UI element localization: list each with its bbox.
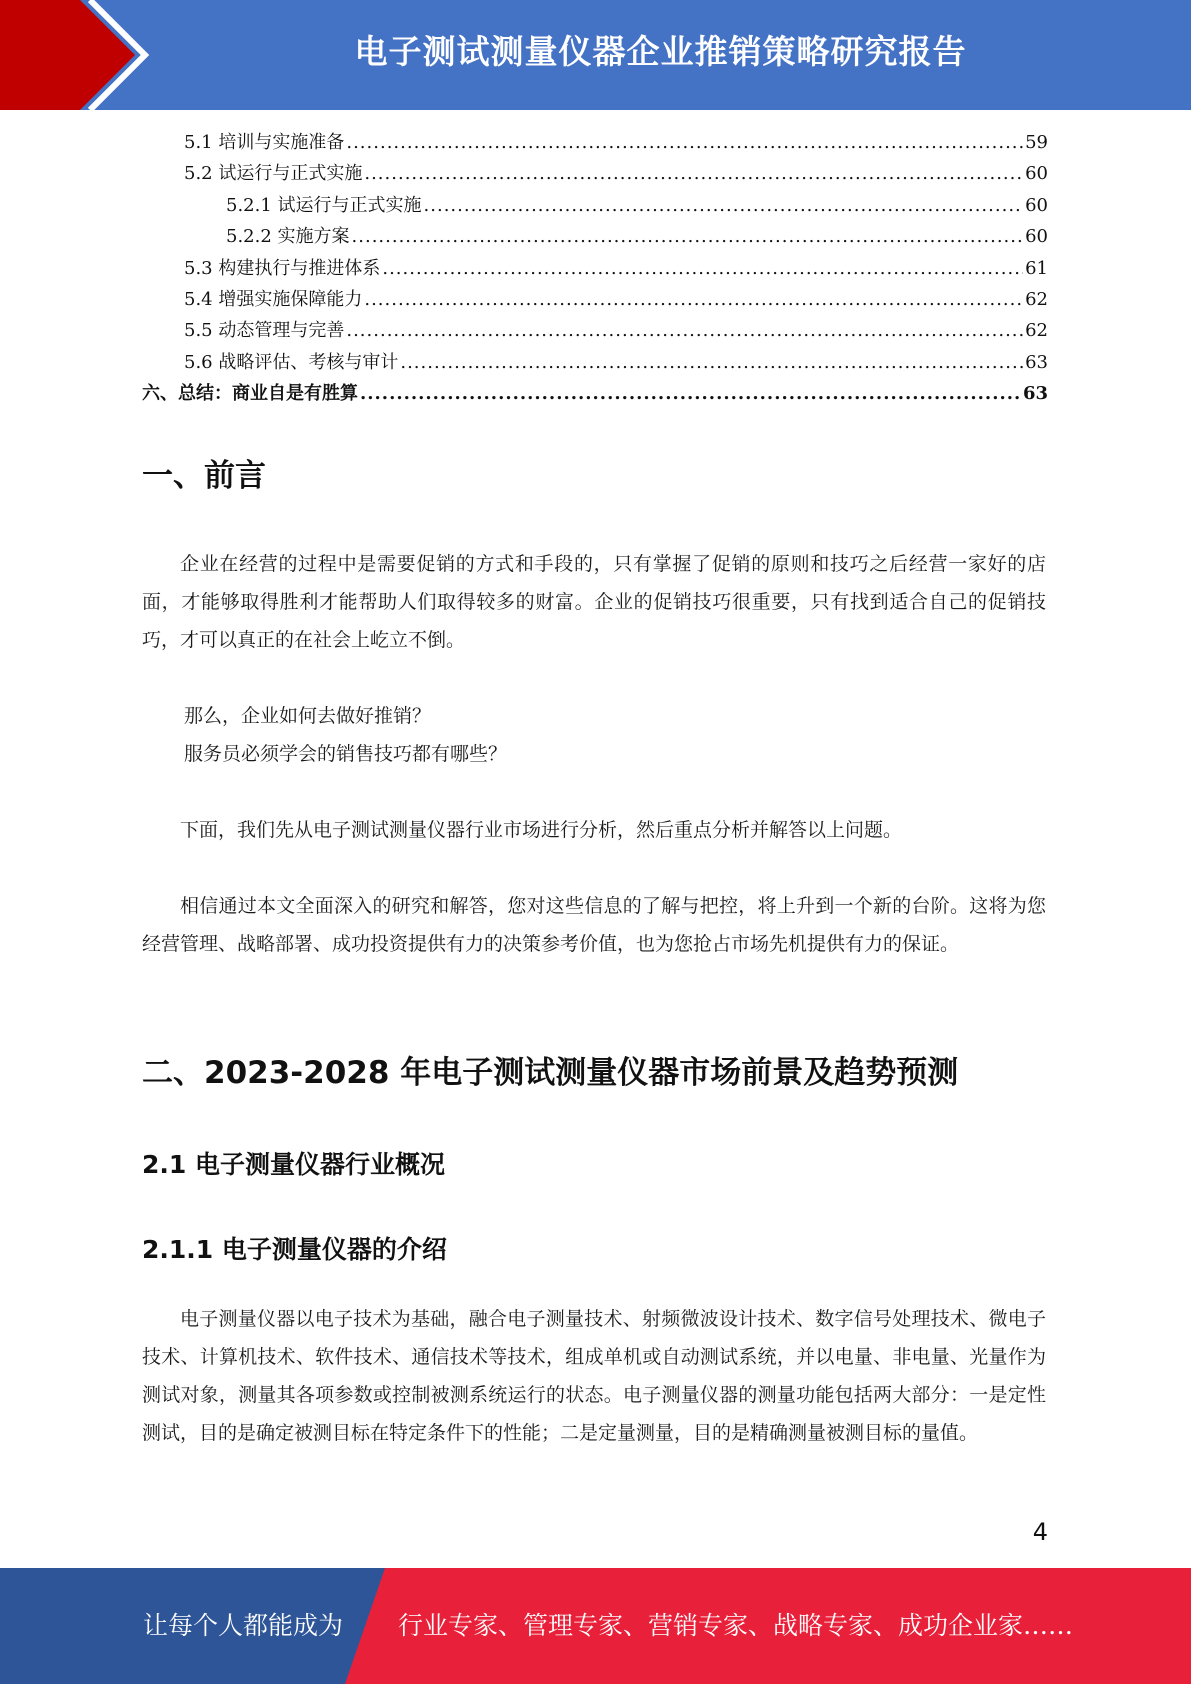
- heading-chapter-2: 二、2023-2028 年电子测试测量仪器市场前景及趋势预测: [142, 1055, 959, 1091]
- toc-entry-label: 六、总结：商业自是有胜算: [142, 383, 358, 405]
- toc-entry[interactable]: [142, 221, 1048, 252]
- toc-dot-leader: [346, 315, 1023, 346]
- toc-entry-page: 60: [1025, 194, 1048, 216]
- toc-dot-leader: [346, 127, 1023, 158]
- toc-entry[interactable]: [142, 253, 1048, 284]
- toc-entry[interactable]: [142, 315, 1048, 346]
- heading-preface: 一、前言: [142, 458, 266, 494]
- toc-dot-leader: [424, 190, 1024, 221]
- toc-entry[interactable]: [142, 378, 1048, 409]
- preface-paragraph-1: 企业在经营的过程中是需要促销的方式和手段的，只有掌握了促销的原则和技巧之后经营一家好的店面，才能够取得胜利才能帮助人们取得较多的财富。企业的促销技巧很重要，只有找到适合自己的促销技巧，才可以真正的在社会上屹立不倒。: [142, 553, 1046, 651]
- toc-entry-page: 62: [1025, 320, 1048, 342]
- toc-entry-label: 5.4 增强实施保障能力: [184, 288, 363, 310]
- toc-entry-label: 5.1 培训与实施准备: [184, 132, 345, 153]
- toc-entry-label: 5.5 动态管理与完善: [184, 320, 345, 342]
- toc-entry-page: 59: [1025, 132, 1048, 153]
- toc-entry-label: 5.2 试运行与正式实施: [184, 163, 363, 185]
- toc-dot-leader: [364, 158, 1023, 189]
- footer-slogan-left: 让每个人都能成为: [143, 1611, 344, 1640]
- toc-entry[interactable]: [142, 190, 1048, 221]
- toc-entry-page: 60: [1025, 226, 1048, 248]
- toc-entry[interactable]: [142, 284, 1048, 315]
- toc-dot-leader: [364, 284, 1023, 315]
- table-of-contents: [142, 127, 1048, 410]
- report-title: 电子测试测量仪器企业推销策略研究报告: [354, 32, 967, 71]
- toc-dot-leader: [352, 221, 1024, 252]
- toc-entry-label: 5.2.1 试运行与正式实施: [226, 194, 422, 216]
- toc-dot-leader: [382, 253, 1023, 284]
- toc-entry-page: 63: [1022, 383, 1048, 405]
- section-2-1-1-paragraph: 电子测量仪器以电子技术为基础，融合电子测量技术、射频微波设计技术、数字信号处理技术、微电子技术、计算机技术、软件技术、通信技术等技术，组成单机或自动测试系统，并以电量、非电量、光量作为测试对象，测量其各项参数或控制被测系统运行的状态。电子测量仪器的测量功能包括两大部分：一是定性测试，目的是确定被测目标在特定条件下的性能；二是定量测量，目的是精确测量被测目标的量值。: [142, 1308, 1046, 1444]
- page-number: 4: [1032, 1518, 1048, 1546]
- preface-paragraph-2: 下面，我们先从电子测试测量仪器行业市场进行分析，然后重点分析并解答以上问题。: [180, 819, 903, 841]
- toc-entry-page: 60: [1025, 163, 1048, 185]
- heading-section-2-1-1: 2.1.1 电子测量仪器的介绍: [142, 1235, 447, 1264]
- toc-entry[interactable]: [142, 347, 1048, 378]
- toc-entry-page: 61: [1025, 257, 1048, 279]
- toc-entry[interactable]: [142, 158, 1048, 189]
- preface-question-2: 服务员必须学会的销售技巧都有哪些？: [184, 743, 508, 765]
- preface-question-1: 那么，企业如何去做好推销？: [184, 705, 432, 727]
- preface-paragraph-3: 相信通过本文全面深入的研究和解答，您对这些信息的了解与把控，将上升到一个新的台阶。这将为您经营管理、战略部署、成功投资提供有力的决策参考价值，也为您抢占市场先机提供有力的保证。: [142, 895, 1046, 955]
- page-footer: [0, 1568, 1191, 1684]
- page-header: [0, 0, 1191, 110]
- heading-section-2-1: 2.1 电子测量仪器行业概况: [142, 1150, 445, 1179]
- toc-entry[interactable]: [142, 127, 1048, 158]
- toc-entry-page: 62: [1025, 288, 1048, 310]
- toc-entry-label: 5.6 战略评估、考核与审计: [184, 351, 399, 373]
- toc-dot-leader: [400, 347, 1023, 378]
- toc-entry-label: 5.3 构建执行与推进体系: [184, 257, 381, 279]
- toc-entry-page: 63: [1025, 351, 1048, 373]
- footer-slogan-right: 行业专家、管理专家、营销专家、战略专家、成功企业家……: [398, 1611, 1074, 1640]
- toc-entry-label: 5.2.2 实施方案: [226, 226, 350, 248]
- toc-dot-leader: [360, 378, 1021, 409]
